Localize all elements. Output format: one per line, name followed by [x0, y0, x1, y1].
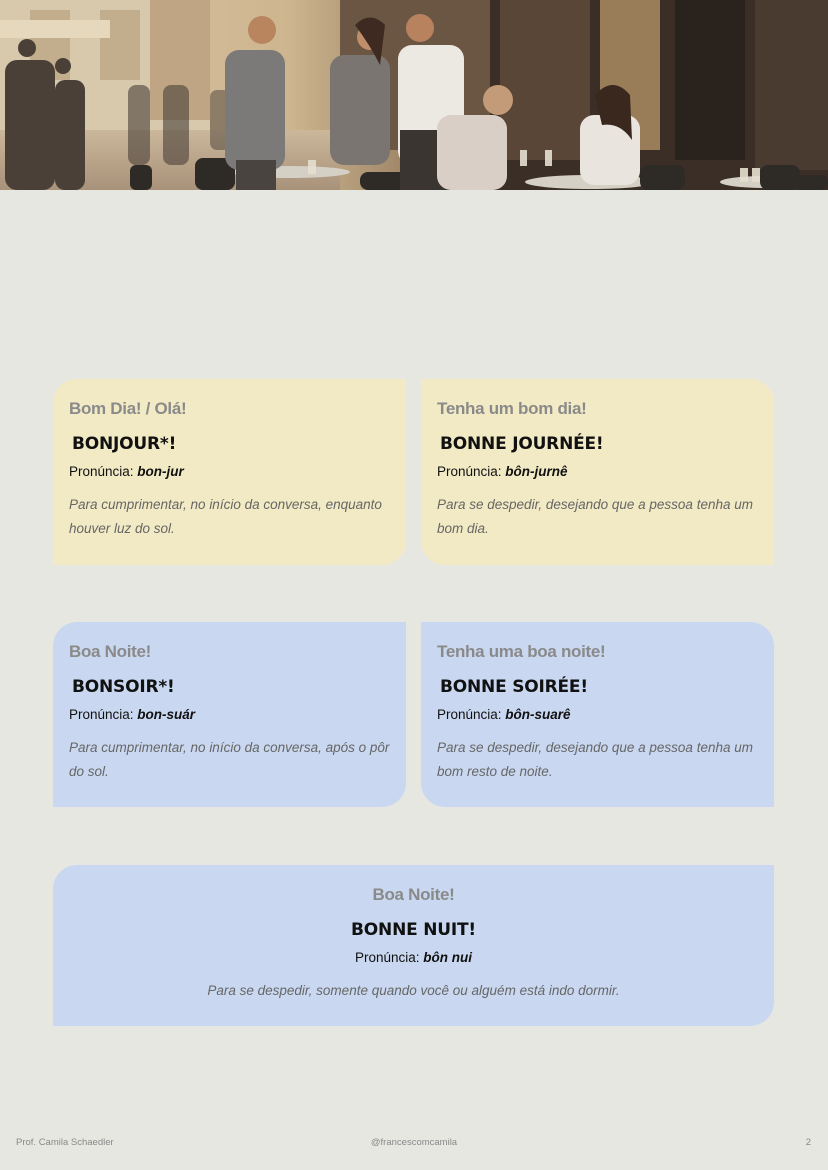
- card-title: Bom Dia! / Olá!: [69, 399, 187, 418]
- pronunciation-value: bôn-suarê: [505, 707, 571, 722]
- card-title: Tenha um bom dia!: [437, 399, 587, 418]
- card-phrase: BONNE JOURNÉE!: [440, 434, 604, 454]
- card-description: Para cumprimentar, no início da conversa, após o pôr do sol.: [69, 740, 390, 779]
- card-bonsoir: [53, 622, 406, 807]
- card-description: Para se despedir, somente quando você ou alguém está indo dormir.: [207, 983, 620, 998]
- card-description: Para cumprimentar, no início da conversa, enquanto houver luz do sol.: [69, 497, 382, 536]
- pronunciation-label: Pronúncia:: [437, 707, 506, 722]
- pronunciation-label: Pronúncia:: [69, 464, 138, 479]
- card-bonjour: [53, 379, 406, 565]
- pronunciation-value: bon-suár: [137, 707, 196, 722]
- pronunciation-label: Pronúncia:: [437, 464, 506, 479]
- pronunciation-label: Pronúncia:: [354, 950, 424, 965]
- footer-page-number: 2: [805, 1137, 811, 1148]
- pronunciation-value: bôn-jurnê: [505, 464, 568, 479]
- card-phrase: BONNE NUIT!: [351, 920, 476, 940]
- card-bonne-journee: [421, 379, 774, 565]
- card-bonne-nuit: [53, 865, 774, 1026]
- card-description: Para se despedir, desejando que a pessoa tenha um bom dia.: [437, 497, 753, 536]
- card-pronunciation: [69, 949, 758, 967]
- card-title: Boa Noite!: [372, 885, 455, 904]
- card-title: Boa Noite!: [69, 642, 152, 661]
- card-title: Tenha uma boa noite!: [437, 642, 606, 661]
- card-bonne-soiree: [421, 622, 774, 807]
- pronunciation-value: bôn nui: [423, 950, 473, 965]
- card-pronunciation: [437, 463, 758, 481]
- card-phrase: BONNE SOIRÉE!: [440, 677, 588, 697]
- header-photo: [0, 0, 828, 190]
- card-phrase: BONSOIR*!: [72, 677, 175, 697]
- card-pronunciation: [69, 463, 390, 481]
- pronunciation-value: bon-jur: [137, 464, 184, 479]
- card-phrase: BONJOUR*!: [72, 434, 177, 454]
- footer-author: Prof. Camila Schaedler: [16, 1137, 114, 1148]
- footer-handle: @francescomcamila: [370, 1137, 458, 1148]
- card-description: Para se despedir, desejando que a pessoa tenha um bom resto de noite.: [437, 740, 753, 779]
- card-pronunciation: [437, 706, 758, 724]
- pronunciation-label: Pronúncia:: [69, 707, 138, 722]
- card-pronunciation: [69, 706, 390, 724]
